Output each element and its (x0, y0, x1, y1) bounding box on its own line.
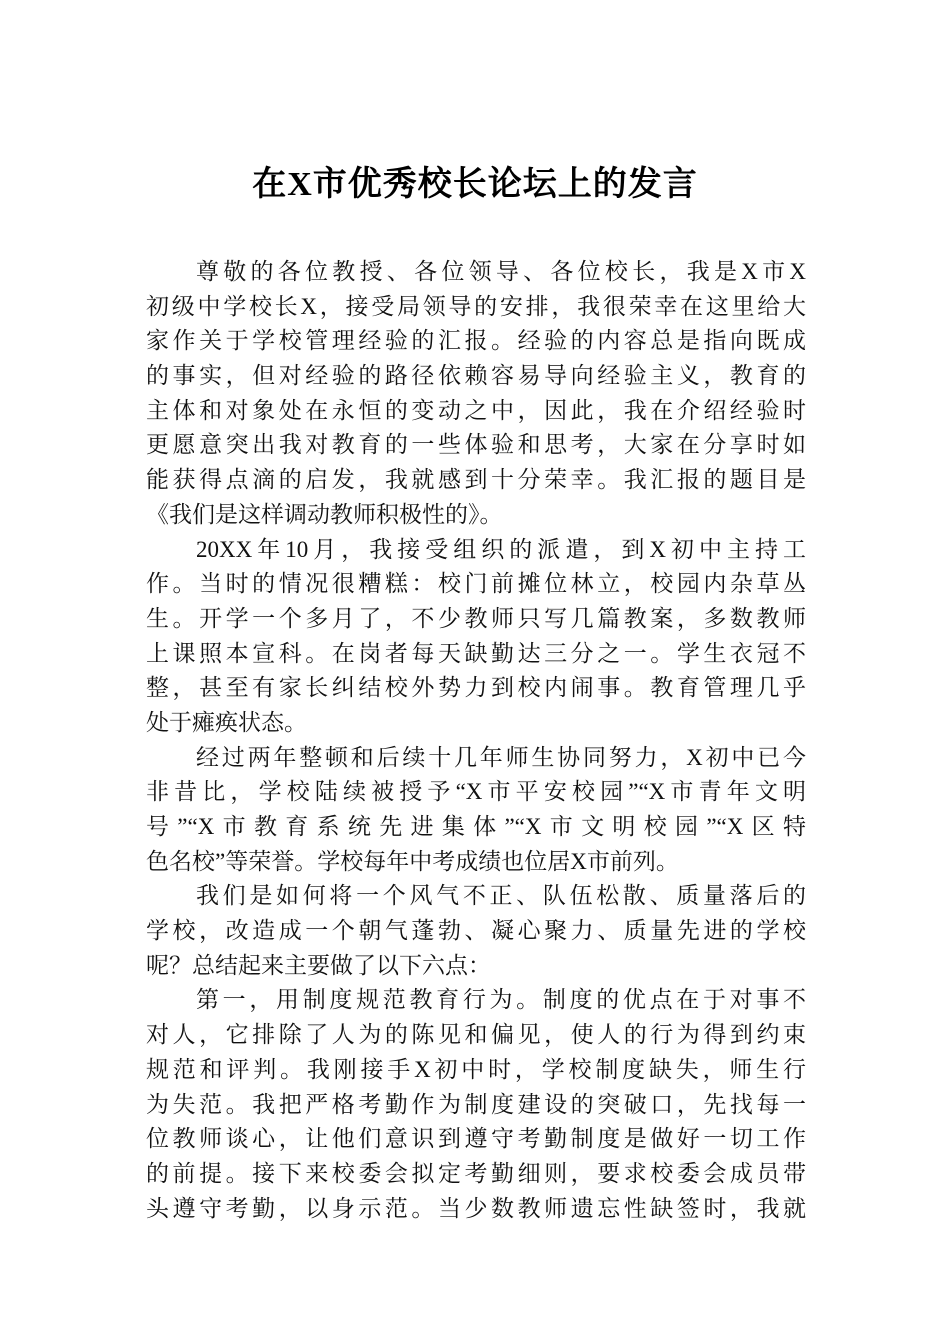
text-line: 《我们是这样调动教师积极性的》。 (146, 501, 503, 527)
text-line: 初级中学校长X，接受局领导的安排，我很荣幸在这里给大 (146, 293, 806, 319)
text-line: 处于瘫痪状态。 (146, 709, 307, 735)
document-title: 在X市优秀校长论坛上的发言 (252, 166, 698, 203)
text-line: 呢？总结起来主要做了以下六点： (146, 952, 491, 978)
text-line: 我们是如何将一个风气不正、队伍松散、质量落后的 (196, 883, 806, 909)
text-line: 学校，改造成一个朝气蓬勃、凝心聚力、质量先进的学校 (146, 918, 806, 944)
text-line: 主体和对象处在永恒的变动之中，因此，我在介绍经验时 (146, 397, 806, 423)
text-line: 第一，用制度规范教育行为。制度的优点在于对事不 (196, 987, 806, 1013)
text-line: 的事实，但对经验的路径依赖容易导向经验主义，教育的 (146, 363, 806, 389)
text-line: 对人，它排除了人为的陈见和偏见，使人的行为得到约束 (146, 1022, 806, 1048)
paragraph (146, 879, 806, 983)
text-line: 整，甚至有家长纠结校外势力到校内闹事。教育管理几乎 (146, 675, 806, 701)
paragraph (146, 255, 806, 533)
text-line: 号”“X市教育系统先进集体”“X市文明校园”“X区特 (146, 814, 806, 839)
text-line: 更愿意突出我对教育的一些体验和思考，大家在分享时如 (146, 432, 806, 458)
text-line: 20XX年10月，我接受组织的派遣，到X初中主持工 (196, 536, 806, 562)
text-line: 尊敬的各位教授、各位领导、各位校长，我是X市X (196, 259, 806, 284)
text-line: 非昔比，学校陆续被授予“X市平安校园”“X市青年文明 (146, 779, 806, 805)
text-line: 规范和评判。我刚接手X初中时，学校制度缺失，师生行 (146, 1056, 806, 1082)
paragraph (146, 533, 806, 741)
text-line: 能获得点滴的启发，我就感到十分荣幸。我汇报的题目是 (146, 467, 806, 493)
paragraph (146, 741, 806, 880)
document-body (146, 255, 806, 1226)
text-line: 上课照本宣科。在岗者每天缺勤达三分之一。学生衣冠不 (146, 640, 806, 666)
text-line: 家作关于学校管理经验的汇报。经验的内容总是指向既成 (146, 328, 806, 354)
text-line: 位教师谈心，让他们意识到遵守考勤制度是做好一切工作 (146, 1126, 806, 1152)
text-line: 经过两年整顿和后续十几年师生协同努力，X初中已今 (196, 744, 806, 770)
text-line: 的前提。接下来校委会拟定考勤细则，要求校委会成员带 (146, 1160, 806, 1186)
text-line: 头遵守考勤，以身示范。当少数教师遗忘性缺签时，我就 (146, 1195, 806, 1221)
text-line: 生。开学一个多月了，不少教师只写几篇教案，多数教师 (146, 605, 806, 631)
paragraph (146, 983, 806, 1226)
text-line: 作。当时的情况很糟糕：校门前摊位林立，校园内杂草丛 (146, 571, 806, 597)
text-line: 色名校”等荣誉。学校每年中考成绩也位居X市前列。 (146, 848, 679, 874)
text-line: 为失范。我把严格考勤作为制度建设的突破口，先找每一 (146, 1091, 806, 1117)
